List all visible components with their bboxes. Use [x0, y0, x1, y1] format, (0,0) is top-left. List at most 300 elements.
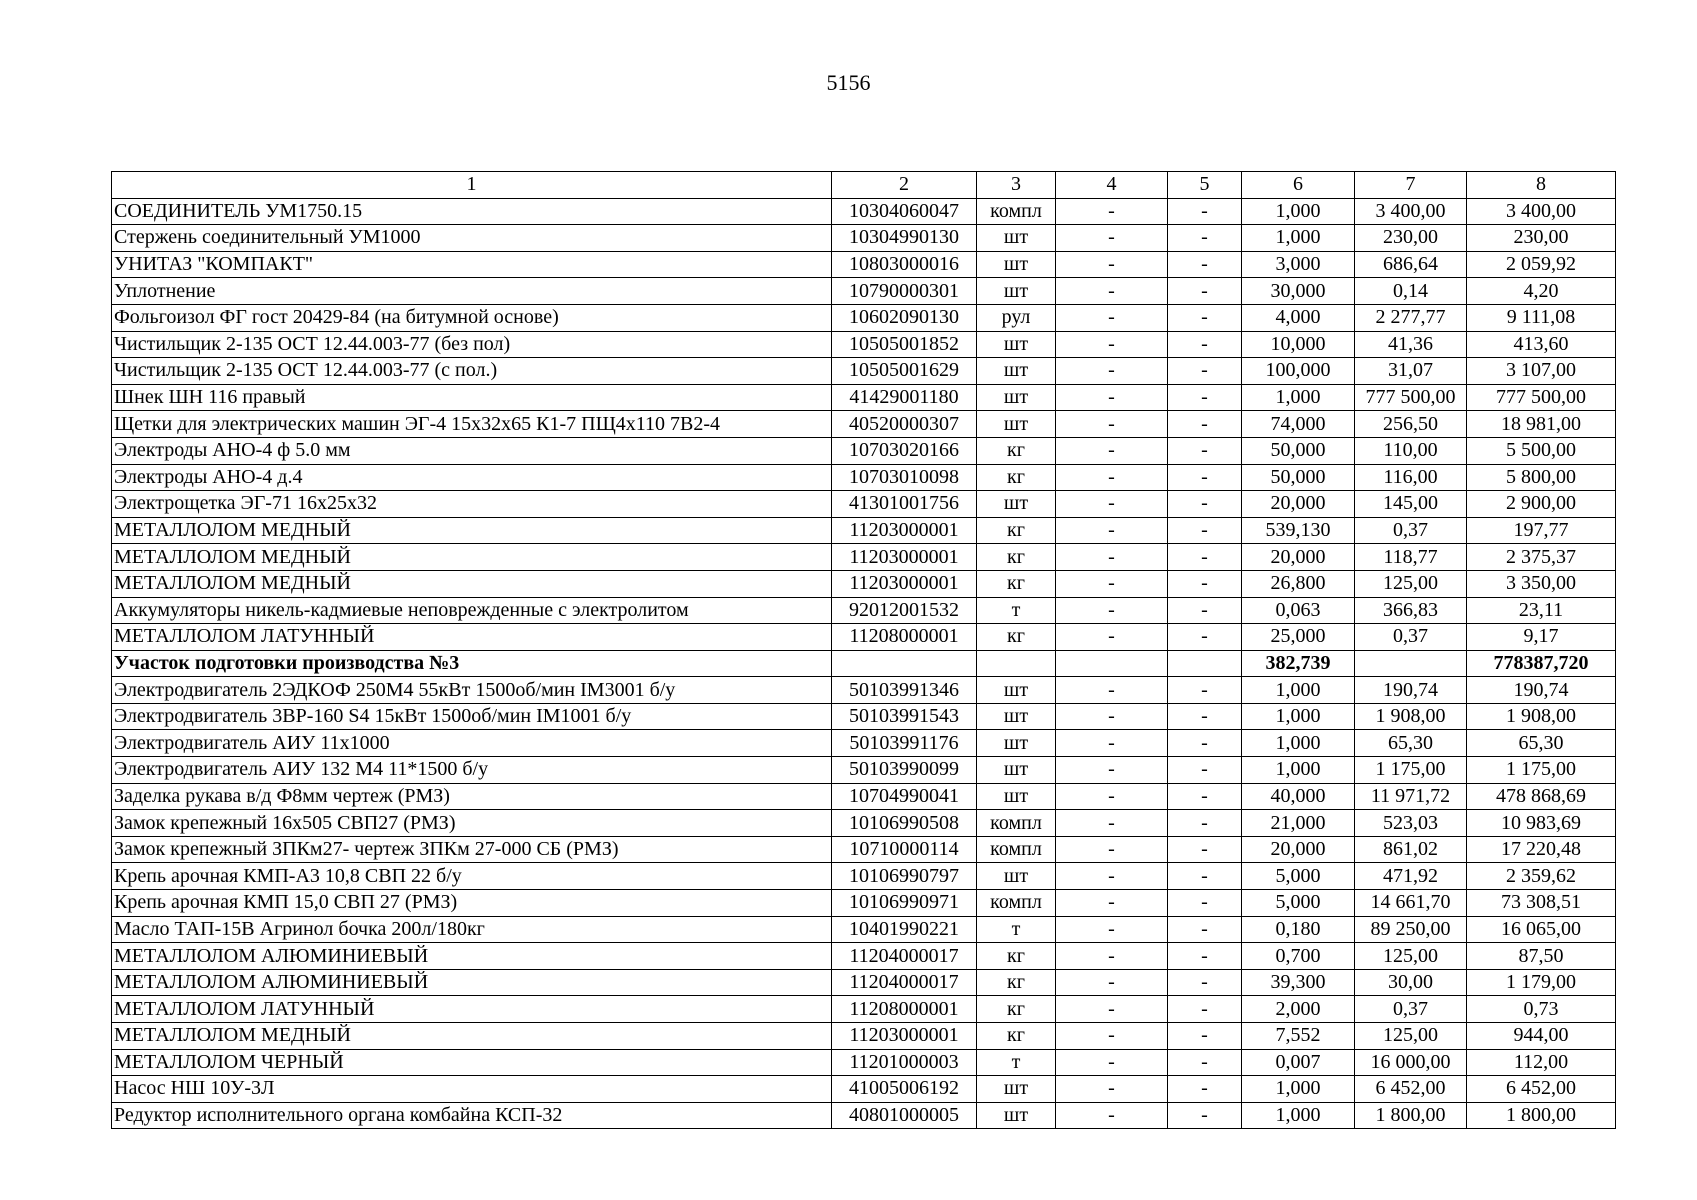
- sum-cell: 478 868,69: [1467, 783, 1616, 810]
- price-cell: 0,14: [1355, 278, 1467, 305]
- item-name-cell: Чистильщик 2-135 ОСТ 12.44.003-77 (без пол): [112, 331, 832, 358]
- col4-cell: -: [1056, 517, 1168, 544]
- table-row: [112, 943, 1616, 970]
- item-code-cell: 10790000301: [832, 278, 977, 305]
- quantity-cell: 25,000: [1242, 624, 1355, 651]
- quantity-cell: 1,000: [1242, 1076, 1355, 1103]
- sum-cell: 73 308,51: [1467, 890, 1616, 917]
- sum-cell: 777 500,00: [1467, 384, 1616, 411]
- item-name-cell: Аккумуляторы никель-кадмиевые неповрежденные с электролитом: [112, 597, 832, 624]
- table-row: [112, 251, 1616, 278]
- unit-cell: кг: [977, 943, 1056, 970]
- price-cell: 1 800,00: [1355, 1102, 1467, 1129]
- col5-cell: -: [1168, 624, 1242, 651]
- item-name-cell: МЕТАЛЛОЛОМ МЕДНЫЙ: [112, 1023, 832, 1050]
- item-code-cell: 41005006192: [832, 1076, 977, 1103]
- col4-cell: -: [1056, 863, 1168, 890]
- price-cell: 118,77: [1355, 544, 1467, 571]
- unit-cell: кг: [977, 1023, 1056, 1050]
- col4-cell: -: [1056, 411, 1168, 438]
- table-row: [112, 278, 1616, 305]
- item-code-cell: 11208000001: [832, 996, 977, 1023]
- col5-cell: -: [1168, 251, 1242, 278]
- price-cell: 65,30: [1355, 730, 1467, 757]
- sum-cell: 9,17: [1467, 624, 1616, 651]
- sum-cell: 1 175,00: [1467, 757, 1616, 784]
- col4-cell: -: [1056, 890, 1168, 917]
- table-row: [112, 916, 1616, 943]
- item-code-cell: 10304990130: [832, 225, 977, 252]
- item-name-cell: Электродвигатель 3ВР-160 S4 15кВт 1500об/мин IM1001 б/у: [112, 703, 832, 730]
- quantity-cell: 0,700: [1242, 943, 1355, 970]
- unit-cell: шт: [977, 225, 1056, 252]
- item-name-cell: Электродвигатель АИУ 11х1000: [112, 730, 832, 757]
- quantity-cell: 20,000: [1242, 491, 1355, 518]
- table-row: [112, 411, 1616, 438]
- section-row: [112, 650, 1616, 677]
- col5-cell: -: [1168, 304, 1242, 331]
- col5-cell: -: [1168, 969, 1242, 996]
- column-header: 6: [1242, 172, 1355, 199]
- column-header: 8: [1467, 172, 1616, 199]
- unit-cell: шт: [977, 331, 1056, 358]
- table-row: [112, 863, 1616, 890]
- unit-cell: компл: [977, 198, 1056, 225]
- unit-cell: кг: [977, 624, 1056, 651]
- unit-cell: т: [977, 597, 1056, 624]
- quantity-cell: 50,000: [1242, 437, 1355, 464]
- col4-cell: -: [1056, 225, 1168, 252]
- quantity-cell: 5,000: [1242, 863, 1355, 890]
- price-cell: 125,00: [1355, 943, 1467, 970]
- table-row: [112, 198, 1616, 225]
- unit-cell: компл: [977, 836, 1056, 863]
- col5-cell: -: [1168, 1076, 1242, 1103]
- item-code-cell: 10304060047: [832, 198, 977, 225]
- sum-cell: 190,74: [1467, 677, 1616, 704]
- table-body: [112, 172, 1616, 1129]
- quantity-cell: 74,000: [1242, 411, 1355, 438]
- unit-cell: шт: [977, 757, 1056, 784]
- unit-cell: шт: [977, 358, 1056, 385]
- col5-cell: -: [1168, 544, 1242, 571]
- item-code-cell: 40801000005: [832, 1102, 977, 1129]
- price-cell: 0,37: [1355, 624, 1467, 651]
- col4-cell: -: [1056, 810, 1168, 837]
- column-header: 5: [1168, 172, 1242, 199]
- col5-cell: -: [1168, 703, 1242, 730]
- quantity-cell: 4,000: [1242, 304, 1355, 331]
- item-name-cell: Участок подготовки производства №3: [112, 650, 832, 677]
- price-cell: 41,36: [1355, 331, 1467, 358]
- quantity-cell: 5,000: [1242, 890, 1355, 917]
- col4-cell: -: [1056, 996, 1168, 1023]
- quantity-cell: 2,000: [1242, 996, 1355, 1023]
- col4-cell: -: [1056, 491, 1168, 518]
- item-code-cell: 10106990508: [832, 810, 977, 837]
- table-row: [112, 677, 1616, 704]
- price-cell: 16 000,00: [1355, 1049, 1467, 1076]
- item-code-cell: 10505001852: [832, 331, 977, 358]
- item-code-cell: 10703010098: [832, 464, 977, 491]
- item-code-cell: 11208000001: [832, 624, 977, 651]
- quantity-cell: 50,000: [1242, 464, 1355, 491]
- price-cell: 110,00: [1355, 437, 1467, 464]
- price-cell: 2 277,77: [1355, 304, 1467, 331]
- col5-cell: -: [1168, 677, 1242, 704]
- item-code-cell: 10505001629: [832, 358, 977, 385]
- col5-cell: -: [1168, 517, 1242, 544]
- item-name-cell: Щетки для электрических машин ЭГ-4 15х32х65 К1-7 ПЩ4х110 7В2-4: [112, 411, 832, 438]
- table-row: [112, 491, 1616, 518]
- col4-cell: -: [1056, 836, 1168, 863]
- col4-cell: -: [1056, 544, 1168, 571]
- price-cell: 125,00: [1355, 570, 1467, 597]
- quantity-cell: 1,000: [1242, 198, 1355, 225]
- price-cell: 145,00: [1355, 491, 1467, 518]
- price-cell: 523,03: [1355, 810, 1467, 837]
- unit-cell: [977, 650, 1056, 677]
- price-cell: [1355, 650, 1467, 677]
- unit-cell: шт: [977, 783, 1056, 810]
- col5-cell: -: [1168, 943, 1242, 970]
- unit-cell: компл: [977, 810, 1056, 837]
- sum-cell: 4,20: [1467, 278, 1616, 305]
- col5-cell: -: [1168, 331, 1242, 358]
- col5-cell: -: [1168, 730, 1242, 757]
- price-cell: 116,00: [1355, 464, 1467, 491]
- unit-cell: кг: [977, 437, 1056, 464]
- sum-cell: 3 400,00: [1467, 198, 1616, 225]
- price-cell: 366,83: [1355, 597, 1467, 624]
- price-cell: 777 500,00: [1355, 384, 1467, 411]
- price-cell: 30,00: [1355, 969, 1467, 996]
- item-code-cell: 10106990971: [832, 890, 977, 917]
- col4-cell: -: [1056, 198, 1168, 225]
- col4-cell: -: [1056, 1023, 1168, 1050]
- sum-cell: 2 359,62: [1467, 863, 1616, 890]
- price-cell: 190,74: [1355, 677, 1467, 704]
- item-name-cell: МЕТАЛЛОЛОМ МЕДНЫЙ: [112, 570, 832, 597]
- col5-cell: -: [1168, 384, 1242, 411]
- item-name-cell: Электроды АНО-4 д.4: [112, 464, 832, 491]
- col5-cell: -: [1168, 783, 1242, 810]
- quantity-cell: 1,000: [1242, 225, 1355, 252]
- table-row: [112, 624, 1616, 651]
- col5-cell: -: [1168, 358, 1242, 385]
- table-header-row: [112, 172, 1616, 199]
- unit-cell: шт: [977, 491, 1056, 518]
- sum-cell: 3 107,00: [1467, 358, 1616, 385]
- col4-cell: -: [1056, 1049, 1168, 1076]
- item-name-cell: Электродвигатель АИУ 132 М4 11*1500 б/у: [112, 757, 832, 784]
- item-name-cell: Масло ТАП-15В Агринол бочка 200л/180кг: [112, 916, 832, 943]
- unit-cell: кг: [977, 969, 1056, 996]
- item-code-cell: 10710000114: [832, 836, 977, 863]
- quantity-cell: 382,739: [1242, 650, 1355, 677]
- price-cell: 1 175,00: [1355, 757, 1467, 784]
- item-code-cell: 10703020166: [832, 437, 977, 464]
- item-name-cell: Стержень соединительный УМ1000: [112, 225, 832, 252]
- item-name-cell: Замок крепежный ЗПКм27- чертеж ЗПКм 27-000 СБ (РМЗ): [112, 836, 832, 863]
- table-row: [112, 304, 1616, 331]
- item-name-cell: Шнек ШН 116 правый: [112, 384, 832, 411]
- price-cell: 1 908,00: [1355, 703, 1467, 730]
- item-name-cell: УНИТАЗ "КОМПАКТ": [112, 251, 832, 278]
- table-row: [112, 1076, 1616, 1103]
- col4-cell: -: [1056, 757, 1168, 784]
- unit-cell: кг: [977, 544, 1056, 571]
- sum-cell: 17 220,48: [1467, 836, 1616, 863]
- sum-cell: 0,73: [1467, 996, 1616, 1023]
- item-name-cell: Уплотнение: [112, 278, 832, 305]
- quantity-cell: 100,000: [1242, 358, 1355, 385]
- item-code-cell: 11204000017: [832, 969, 977, 996]
- table-row: [112, 384, 1616, 411]
- quantity-cell: 20,000: [1242, 544, 1355, 571]
- price-cell: 686,64: [1355, 251, 1467, 278]
- col4-cell: -: [1056, 1102, 1168, 1129]
- col5-cell: -: [1168, 1049, 1242, 1076]
- item-code-cell: 50103991543: [832, 703, 977, 730]
- sum-cell: 18 981,00: [1467, 411, 1616, 438]
- quantity-cell: 1,000: [1242, 757, 1355, 784]
- col5-cell: -: [1168, 757, 1242, 784]
- unit-cell: шт: [977, 730, 1056, 757]
- table-row: [112, 969, 1616, 996]
- col4-cell: -: [1056, 358, 1168, 385]
- item-code-cell: 11203000001: [832, 1023, 977, 1050]
- col4-cell: -: [1056, 251, 1168, 278]
- item-code-cell: 11203000001: [832, 517, 977, 544]
- table-row: [112, 1049, 1616, 1076]
- quantity-cell: 1,000: [1242, 384, 1355, 411]
- column-header: 2: [832, 172, 977, 199]
- column-header: 7: [1355, 172, 1467, 199]
- price-cell: 861,02: [1355, 836, 1467, 863]
- item-name-cell: Фольгоизол ФГ гост 20429-84 (на битумной основе): [112, 304, 832, 331]
- unit-cell: шт: [977, 677, 1056, 704]
- price-cell: 31,07: [1355, 358, 1467, 385]
- price-cell: 256,50: [1355, 411, 1467, 438]
- table-row: [112, 597, 1616, 624]
- col4-cell: -: [1056, 278, 1168, 305]
- item-code-cell: 41301001756: [832, 491, 977, 518]
- col4-cell: -: [1056, 943, 1168, 970]
- item-name-cell: СОЕДИНИТЕЛЬ УМ1750.15: [112, 198, 832, 225]
- col5-cell: -: [1168, 278, 1242, 305]
- item-code-cell: 10803000016: [832, 251, 977, 278]
- item-code-cell: [832, 650, 977, 677]
- col5-cell: [1168, 650, 1242, 677]
- unit-cell: т: [977, 1049, 1056, 1076]
- unit-cell: шт: [977, 703, 1056, 730]
- quantity-cell: 1,000: [1242, 677, 1355, 704]
- col4-cell: -: [1056, 916, 1168, 943]
- sum-cell: 6 452,00: [1467, 1076, 1616, 1103]
- item-code-cell: 10401990221: [832, 916, 977, 943]
- col5-cell: -: [1168, 996, 1242, 1023]
- table-row: [112, 703, 1616, 730]
- item-name-cell: Насос НШ 10У-3Л: [112, 1076, 832, 1103]
- col4-cell: -: [1056, 783, 1168, 810]
- col5-cell: -: [1168, 890, 1242, 917]
- item-name-cell: Электроды АНО-4 ф 5.0 мм: [112, 437, 832, 464]
- table-row: [112, 890, 1616, 917]
- unit-cell: шт: [977, 1076, 1056, 1103]
- unit-cell: рул: [977, 304, 1056, 331]
- item-code-cell: 92012001532: [832, 597, 977, 624]
- price-cell: 11 971,72: [1355, 783, 1467, 810]
- col5-cell: -: [1168, 597, 1242, 624]
- col5-cell: -: [1168, 225, 1242, 252]
- table-row: [112, 437, 1616, 464]
- col5-cell: -: [1168, 411, 1242, 438]
- unit-cell: шт: [977, 251, 1056, 278]
- table-row: [112, 1023, 1616, 1050]
- col4-cell: -: [1056, 464, 1168, 491]
- sum-cell: 9 111,08: [1467, 304, 1616, 331]
- quantity-cell: 40,000: [1242, 783, 1355, 810]
- price-cell: 0,37: [1355, 996, 1467, 1023]
- table-row: [112, 517, 1616, 544]
- sum-cell: 2 900,00: [1467, 491, 1616, 518]
- sum-cell: 2 375,37: [1467, 544, 1616, 571]
- unit-cell: шт: [977, 1102, 1056, 1129]
- col4-cell: -: [1056, 597, 1168, 624]
- sum-cell: 1 179,00: [1467, 969, 1616, 996]
- col4-cell: -: [1056, 703, 1168, 730]
- table-row: [112, 225, 1616, 252]
- col4-cell: -: [1056, 1076, 1168, 1103]
- sum-cell: 65,30: [1467, 730, 1616, 757]
- column-header: 1: [112, 172, 832, 199]
- item-name-cell: МЕТАЛЛОЛОМ АЛЮМИНИЕВЫЙ: [112, 943, 832, 970]
- price-cell: 14 661,70: [1355, 890, 1467, 917]
- unit-cell: т: [977, 916, 1056, 943]
- col4-cell: -: [1056, 570, 1168, 597]
- col4-cell: -: [1056, 437, 1168, 464]
- table-row: [112, 464, 1616, 491]
- unit-cell: шт: [977, 411, 1056, 438]
- table-row: [112, 570, 1616, 597]
- col5-cell: -: [1168, 1023, 1242, 1050]
- table-row: [112, 836, 1616, 863]
- quantity-cell: 39,300: [1242, 969, 1355, 996]
- table-row: [112, 1102, 1616, 1129]
- item-code-cell: 11203000001: [832, 544, 977, 571]
- sum-cell: 197,77: [1467, 517, 1616, 544]
- sum-cell: 778387,720: [1467, 650, 1616, 677]
- price-cell: 471,92: [1355, 863, 1467, 890]
- sum-cell: 944,00: [1467, 1023, 1616, 1050]
- item-name-cell: Крепь арочная КМП-А3 10,8 СВП 22 б/у: [112, 863, 832, 890]
- item-name-cell: Редуктор исполнительного органа комбайна КСП-32: [112, 1102, 832, 1129]
- sum-cell: 230,00: [1467, 225, 1616, 252]
- col5-cell: -: [1168, 916, 1242, 943]
- table-row: [112, 757, 1616, 784]
- price-cell: 230,00: [1355, 225, 1467, 252]
- unit-cell: шт: [977, 278, 1056, 305]
- quantity-cell: 0,007: [1242, 1049, 1355, 1076]
- col4-cell: -: [1056, 969, 1168, 996]
- item-code-cell: 50103990099: [832, 757, 977, 784]
- col4-cell: -: [1056, 624, 1168, 651]
- item-code-cell: 50103991176: [832, 730, 977, 757]
- sum-cell: 87,50: [1467, 943, 1616, 970]
- table-row: [112, 730, 1616, 757]
- unit-cell: кг: [977, 570, 1056, 597]
- unit-cell: шт: [977, 384, 1056, 411]
- item-name-cell: Электродвигатель 2ЭДКОФ 250М4 55кВт 1500об/мин IM3001 б/у: [112, 677, 832, 704]
- table-row: [112, 331, 1616, 358]
- column-header: 4: [1056, 172, 1168, 199]
- item-code-cell: 11203000001: [832, 570, 977, 597]
- item-name-cell: Электрощетка ЭГ-71 16х25х32: [112, 491, 832, 518]
- sum-cell: 10 983,69: [1467, 810, 1616, 837]
- quantity-cell: 539,130: [1242, 517, 1355, 544]
- unit-cell: кг: [977, 517, 1056, 544]
- item-code-cell: 40520000307: [832, 411, 977, 438]
- item-name-cell: МЕТАЛЛОЛОМ МЕДНЫЙ: [112, 517, 832, 544]
- col5-cell: -: [1168, 198, 1242, 225]
- sum-cell: 1 908,00: [1467, 703, 1616, 730]
- col5-cell: -: [1168, 863, 1242, 890]
- item-code-cell: 41429001180: [832, 384, 977, 411]
- item-code-cell: 11204000017: [832, 943, 977, 970]
- col4-cell: -: [1056, 304, 1168, 331]
- col4-cell: -: [1056, 677, 1168, 704]
- item-code-cell: 10106990797: [832, 863, 977, 890]
- quantity-cell: 0,180: [1242, 916, 1355, 943]
- col5-cell: -: [1168, 464, 1242, 491]
- item-name-cell: Чистильщик 2-135 ОСТ 12.44.003-77 (с пол.): [112, 358, 832, 385]
- item-name-cell: Замок крепежный 16х505 СВП27 (РМЗ): [112, 810, 832, 837]
- price-cell: 0,37: [1355, 517, 1467, 544]
- sum-cell: 5 500,00: [1467, 437, 1616, 464]
- item-code-cell: 50103991346: [832, 677, 977, 704]
- sum-cell: 413,60: [1467, 331, 1616, 358]
- col4-cell: -: [1056, 384, 1168, 411]
- sum-cell: 23,11: [1467, 597, 1616, 624]
- unit-cell: кг: [977, 996, 1056, 1023]
- quantity-cell: 30,000: [1242, 278, 1355, 305]
- table-row: [112, 783, 1616, 810]
- quantity-cell: 1,000: [1242, 1102, 1355, 1129]
- sum-cell: 16 065,00: [1467, 916, 1616, 943]
- price-cell: 6 452,00: [1355, 1076, 1467, 1103]
- unit-cell: шт: [977, 863, 1056, 890]
- quantity-cell: 26,800: [1242, 570, 1355, 597]
- sum-cell: 112,00: [1467, 1049, 1616, 1076]
- price-cell: 89 250,00: [1355, 916, 1467, 943]
- column-header: 3: [977, 172, 1056, 199]
- page-number: 5156: [826, 70, 871, 95]
- quantity-cell: 10,000: [1242, 331, 1355, 358]
- item-name-cell: МЕТАЛЛОЛОМ МЕДНЫЙ: [112, 544, 832, 571]
- quantity-cell: 3,000: [1242, 251, 1355, 278]
- quantity-cell: 20,000: [1242, 836, 1355, 863]
- col5-cell: -: [1168, 491, 1242, 518]
- quantity-cell: 1,000: [1242, 730, 1355, 757]
- item-name-cell: Заделка рукава в/д Ф8мм чертеж (РМЗ): [112, 783, 832, 810]
- quantity-cell: 21,000: [1242, 810, 1355, 837]
- table-row: [112, 358, 1616, 385]
- item-code-cell: 10602090130: [832, 304, 977, 331]
- col5-cell: -: [1168, 437, 1242, 464]
- unit-cell: компл: [977, 890, 1056, 917]
- item-name-cell: Крепь арочная КМП 15,0 СВП 27 (РМЗ): [112, 890, 832, 917]
